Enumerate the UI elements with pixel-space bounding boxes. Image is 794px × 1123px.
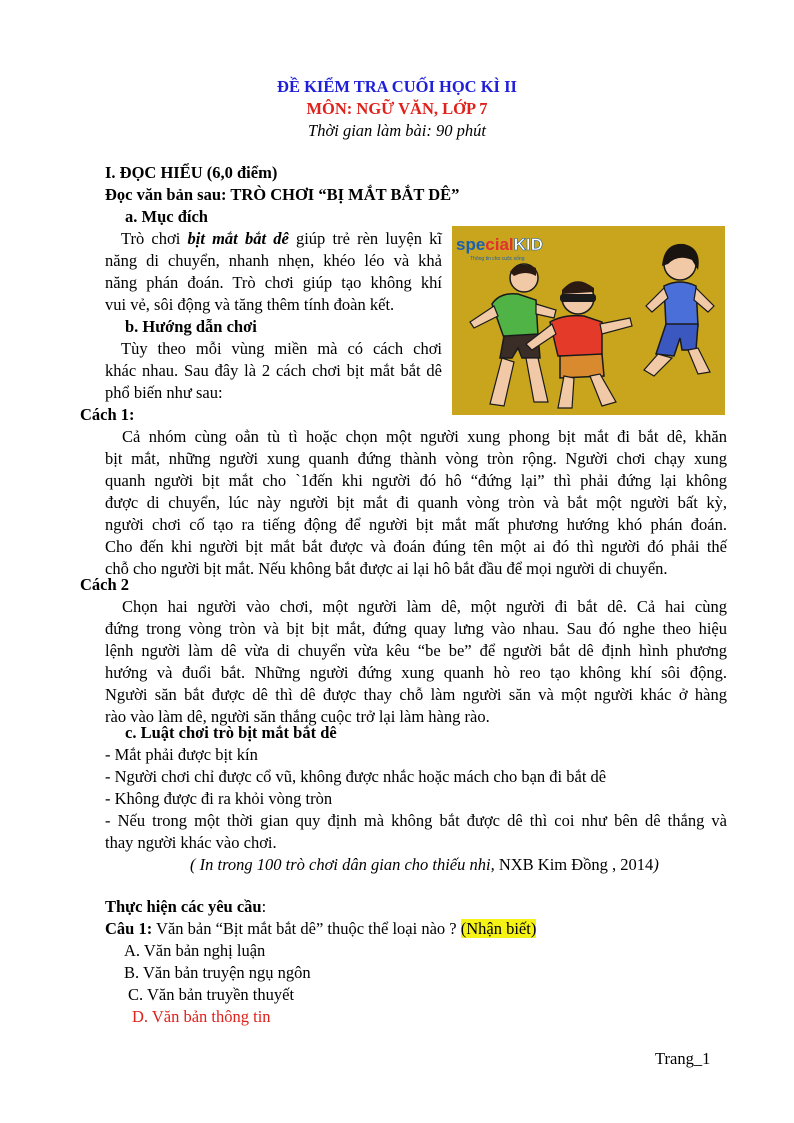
method-1-heading: Cách 1: — [80, 405, 135, 424]
page-number: Trang_1 — [655, 1049, 711, 1068]
logo-tagline: Thông tin cho cuộc sống — [470, 256, 525, 262]
option-c: C. Văn bản truyền thuyết — [128, 985, 295, 1004]
rule-item: - Không được đi ra khỏi vòng tròn — [105, 789, 333, 808]
exam-title: ĐỀ KIỂM TRA CUỐI HỌC KÌ II — [277, 77, 517, 96]
purpose-heading: a. Mục đích — [125, 207, 208, 226]
citation-text: ( In trong — [190, 855, 257, 874]
method-2-line: Chọn hai người vào chơi, một người làm dê, một người đi bắt dê. Cả hai cùng — [122, 597, 727, 616]
citation-publisher: NXB Kim Đồng , 2014 — [494, 855, 654, 874]
method-1-line: người chơi cố tạo ra tiếng động để người bịt mắt mất phương hướng khó phán đoán. — [105, 515, 727, 534]
section-heading: I. ĐỌC HIỂU (6,0 điểm) — [105, 163, 278, 182]
method-1-line: quanh người bịt mắt cho `1đến khi người đó hô “đứng lại” thì phải đứng lại không — [105, 471, 727, 490]
logo-text-prefix: specialKID — [456, 235, 543, 254]
purpose-line-2: năng di chuyển, nhanh nhẹn, khéo léo và khả — [105, 251, 442, 270]
exam-subject: MÔN: NGỮ VĂN, LỚP 7 — [306, 99, 488, 118]
question-text: Văn bản “Bịt mắt bắt dê” thuộc thể loại nào ? — [152, 919, 461, 938]
purpose-text: Trò chơi — [121, 229, 188, 248]
guide-line-1: Tùy theo mỗi vùng miền mà có cách chơi — [121, 339, 442, 358]
method-1-line: Cả nhóm cùng oẳn tù tì hoặc chọn một người xung phong bịt mắt đi bắt dê, khăn — [122, 427, 727, 446]
method-2-line: Người săn bắt được dê thì dê được thay chỗ làm người săn và một người khác ở hàng — [105, 685, 727, 704]
guide-line-2: khác nhau. Sau đây là 2 cách chơi bịt mắt bắt dê — [105, 361, 442, 380]
method-2-line: rào vào làm dê, người săn thắng cuộc trở lại làm hàng rào. — [105, 707, 490, 726]
method-2-line: hướng và đuổi bắt. Những người đứng xung quanh hò reo tạo không khí sôi động. — [105, 663, 727, 682]
children-playing-illustration — [452, 226, 725, 415]
option-b: B. Văn bản truyện ngụ ngôn — [124, 963, 311, 982]
rules-heading: c. Luật chơi trò bịt mắt bắt dê — [125, 723, 337, 742]
question-label: Câu 1: — [105, 919, 153, 938]
question-1 — [105, 918, 536, 940]
method-1-line: được di chuyển, lúc này người bịt mắt đi quanh vòng tròn và bắt một người bất kỳ, — [105, 493, 727, 512]
method-2-heading: Cách 2 — [80, 575, 130, 594]
purpose-line-3: năng phán đoán. Trò chơi giúp tạo không khí — [105, 273, 442, 292]
method-1-line: bịt mắt, những người xung quanh đứng thành vòng tròn rộng. Người chơi chạy xung — [105, 449, 727, 468]
method-1-line: chỗ cho người bịt mắt. Nếu không bắt được ai lại hô bắt đầu để mọi người di chuyển. — [105, 559, 668, 578]
game-name-emphasis: bịt mắt bắt dê — [187, 229, 289, 248]
method-2-line: đứng trong vòng tròn và bịt bịt mắt, đứng quay lưng vào nhau. Sau đó nghe theo hiệu — [105, 619, 727, 638]
citation-text: ) — [653, 855, 659, 874]
tasks-heading-text: Thực hiện các yêu cầu — [105, 897, 262, 916]
option-a: A. Văn bản nghị luận — [124, 941, 266, 960]
option-d-correct: D. Văn bản thông tin — [132, 1007, 271, 1026]
rule-item: thay người khác vào chơi. — [105, 833, 277, 852]
rule-item: - Nếu trong một thời gian quy định mà không bắt được dê thì coi như bên dê thắng và — [105, 811, 727, 830]
blindfold — [560, 294, 596, 302]
exam-time: Thời gian làm bài: 90 phút — [308, 121, 486, 140]
method-1-line: Cho đến khi người bịt mắt bắt được và đoán đúng tên một ai đó thì người đó phải thế — [105, 537, 727, 556]
method-2-line: lệnh người làm dê vừa di chuyển vừa kêu “be be” để người bắt dê định hình phương — [105, 641, 727, 660]
guide-heading: b. Hướng dẫn chơi — [125, 317, 257, 336]
purpose-line-1 — [105, 228, 442, 250]
guide-line-3: phổ biến như sau: — [105, 383, 223, 402]
tasks-heading — [105, 896, 266, 918]
citation-book-title: 100 trò chơi dân gian cho thiếu nhi, — [256, 855, 495, 874]
rule-item: - Mắt phải được bịt kín — [105, 745, 258, 764]
source-citation — [190, 854, 659, 876]
rule-item: - Người chơi chỉ được cổ vũ, không được nhắc hoặc mách cho bạn đi bắt dê — [105, 767, 607, 786]
tasks-heading-colon: : — [261, 897, 267, 916]
blindfold-game-drawing — [452, 226, 725, 415]
purpose-line-4: vui vẻ, sôi động và tăng thêm tính đoàn kết. — [105, 295, 395, 314]
purpose-text: giúp trẻ rèn luyện kĩ — [288, 229, 442, 248]
read-prompt: Đọc văn bản sau: TRÒ CHƠI “BỊ MẮT BẮT DÊ” — [105, 185, 460, 204]
question-level-highlight: (Nhận biết) — [460, 919, 537, 938]
